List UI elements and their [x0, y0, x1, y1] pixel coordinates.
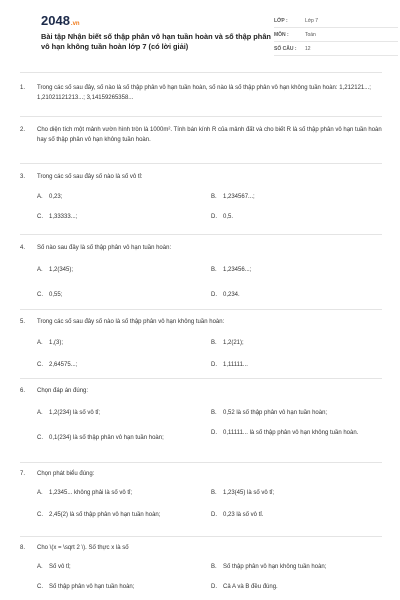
- option-a[interactable]: [37, 338, 63, 348]
- option-text: 2,45(2) là số thập phân vô hạn tuần hoàn;: [49, 512, 161, 518]
- option-text: 0,52 là số thập phân vô hạn tuần hoàn;: [223, 410, 328, 416]
- option-b[interactable]: [211, 488, 274, 498]
- option-d[interactable]: [211, 510, 263, 520]
- option-text: Số vô tỉ;: [49, 564, 71, 570]
- option-letter: B.: [211, 410, 217, 416]
- option-text: 1,2(234) là số vô tỉ;: [49, 410, 101, 416]
- option-letter: C.: [37, 362, 43, 368]
- option-a[interactable]: [37, 488, 132, 498]
- option-text: 0,234.: [223, 292, 240, 298]
- option-letter: D.: [211, 292, 217, 298]
- option-b[interactable]: [211, 562, 326, 572]
- option-text: Số thập phân vô hạn tuần hoàn;: [49, 584, 135, 590]
- logo-suffix: .vn: [70, 21, 80, 27]
- option-text: 1,11111...: [223, 362, 248, 368]
- question-text: Chọn đáp án đúng:: [37, 388, 89, 394]
- question-text: Chọn phát biểu đúng:: [37, 471, 95, 477]
- meta-box: [274, 14, 398, 56]
- meta-key: MÔN :: [274, 31, 289, 38]
- option-letter: B.: [211, 490, 217, 496]
- question-number: 4.: [20, 245, 26, 251]
- option-text: 0,23 là số vô tỉ.: [223, 512, 264, 518]
- option-letter: A.: [37, 194, 43, 200]
- option-text: 0,1(234) là số thập phân vô hạn tuần hoàn;: [49, 435, 164, 441]
- option-b[interactable]: [211, 338, 244, 348]
- option-letter: A.: [37, 267, 43, 273]
- option-b[interactable]: [211, 192, 255, 202]
- option-letter: A.: [37, 410, 43, 416]
- option-text: Số thập phân vô hạn không tuần hoàn;: [223, 564, 327, 570]
- option-c[interactable]: [37, 433, 209, 443]
- meta-value: 12: [305, 45, 311, 52]
- meta-row-count: [274, 42, 398, 56]
- meta-key: SỐ CÂU :: [274, 45, 297, 52]
- logo-text: 2048: [41, 13, 70, 28]
- question-number: 7.: [20, 471, 26, 477]
- option-b[interactable]: [211, 408, 327, 418]
- option-d[interactable]: [211, 360, 248, 370]
- option-letter: C.: [37, 214, 43, 220]
- option-letter: D.: [211, 584, 217, 590]
- option-text: 1,234567...;: [223, 194, 255, 200]
- question-3: [20, 163, 382, 233]
- question-number: 6.: [20, 388, 26, 394]
- option-c[interactable]: [37, 212, 77, 222]
- question-number: 8.: [20, 545, 26, 551]
- meta-row-subject: [274, 28, 398, 42]
- option-letter: C.: [37, 512, 43, 518]
- question-8: [20, 536, 382, 600]
- meta-row-class: [274, 14, 398, 28]
- option-text: 0,55;: [49, 292, 63, 298]
- question-text: Trong các số sau đây số nào là số vô tỉ:: [37, 174, 143, 180]
- option-text: 1,33333...;: [49, 214, 78, 220]
- meta-value: Lớp 7: [305, 17, 319, 24]
- option-d[interactable]: [211, 212, 233, 222]
- question-4: [20, 234, 382, 308]
- option-text: Cả A và B đều đúng.: [223, 584, 278, 590]
- option-letter: A.: [37, 564, 43, 570]
- option-letter: C.: [37, 435, 43, 441]
- question-5: [20, 309, 382, 377]
- option-c[interactable]: [37, 360, 77, 370]
- option-text: 1,(3);: [49, 340, 64, 346]
- question-text: Trong các số sau đây, số nào là số thập phân vô hạn tuần hoàn, số nào là số thập phân vô hạn không tuần hoàn: 1,212121...; 1,21021121213...; 3,14159265358...: [37, 85, 371, 101]
- option-text: 0,5.: [223, 214, 234, 220]
- question-2: [20, 116, 382, 164]
- option-letter: B.: [211, 340, 217, 346]
- question-number: 2.: [20, 127, 26, 133]
- option-c[interactable]: [37, 290, 62, 300]
- meta-key: LỚP :: [274, 17, 288, 24]
- option-a[interactable]: [37, 408, 100, 418]
- page-title: Bài tập Nhận biết số thập phân vô hạn tuần hoàn và số thập phân vô hạn không tuần hoàn lớp 7 (có lời giải): [41, 32, 271, 51]
- option-text: 1,23(45) là số vô tỉ;: [223, 490, 275, 496]
- option-letter: A.: [37, 490, 43, 496]
- option-letter: B.: [211, 267, 217, 273]
- question-text: Cho \(x = \sqrt 2 \). Số thực x là số: [37, 545, 129, 551]
- option-d[interactable]: [211, 428, 374, 438]
- option-letter: C.: [37, 292, 43, 298]
- question-text: Số nào sau đây là số thập phân vô hạn tuần hoàn:: [37, 245, 172, 251]
- option-letter: C.: [37, 584, 43, 590]
- meta-value: Toán: [305, 31, 316, 38]
- question-1: [20, 72, 382, 122]
- option-text: 1,2(345);: [49, 267, 74, 273]
- option-d[interactable]: [211, 290, 240, 300]
- option-letter: D.: [211, 430, 217, 436]
- question-text: Trong các số sau đây số nào là số thập phân vô hạn không tuần hoàn:: [37, 319, 225, 325]
- option-letter: A.: [37, 340, 43, 346]
- option-a[interactable]: [37, 265, 73, 275]
- option-text: 0,11111... là số thập phân vô hạn không tuần hoàn.: [223, 430, 359, 436]
- question-number: 3.: [20, 174, 26, 180]
- option-a[interactable]: [37, 192, 62, 202]
- option-letter: D.: [211, 512, 217, 518]
- option-d[interactable]: [211, 582, 278, 592]
- option-b[interactable]: [211, 265, 251, 275]
- question-number: 1.: [20, 85, 26, 91]
- header: [18, 0, 382, 64]
- option-text: 1,2345... không phải là số vô tỉ;: [49, 490, 133, 496]
- question-text: Cho diện tích một mảnh vườn hình tròn là 1000m². Tính bán kính R của mảnh đất và cho biết R là số thập phân vô hạn tuần hoàn hay số thập phân vô hạn không tuần hoàn.: [37, 127, 382, 143]
- option-letter: D.: [211, 214, 217, 220]
- site-logo[interactable]: [41, 13, 80, 28]
- option-c[interactable]: [37, 582, 134, 592]
- option-text: 1,23456...;: [223, 267, 252, 273]
- option-a[interactable]: [37, 562, 71, 572]
- option-letter: D.: [211, 362, 217, 368]
- option-text: 0,23;: [49, 194, 63, 200]
- option-c[interactable]: [37, 510, 160, 520]
- option-text: 1,2(21);: [223, 340, 244, 346]
- question-number: 5.: [20, 319, 26, 325]
- question-6: [20, 378, 382, 456]
- option-letter: B.: [211, 564, 217, 570]
- question-7: [20, 462, 382, 534]
- option-text: 2,64575...;: [49, 362, 78, 368]
- option-letter: B.: [211, 194, 217, 200]
